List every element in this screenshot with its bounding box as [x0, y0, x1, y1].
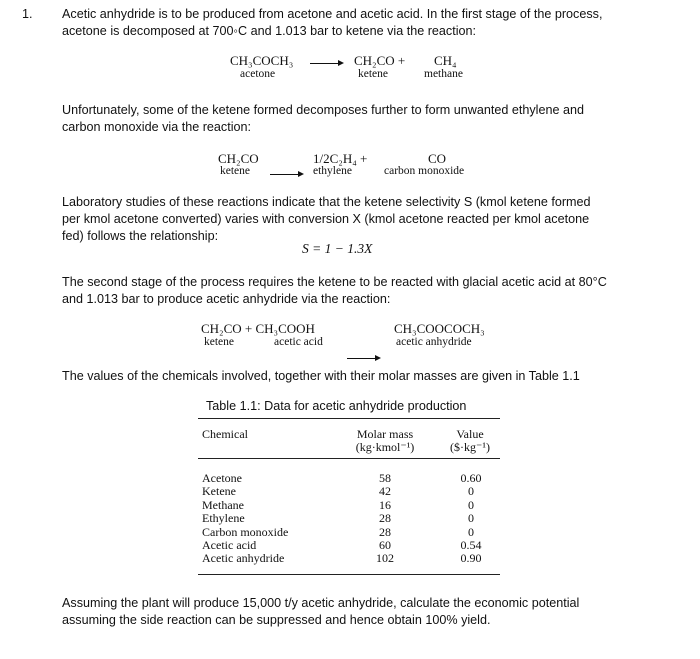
final-line-1: Assuming the plant will produce 15,000 t/y acetic anhydride, calculate the economic potential — [62, 596, 580, 610]
reaction3-product-name: acetic anhydride — [396, 336, 472, 348]
reaction2-product2: CO — [428, 151, 447, 166]
cell-value: 0.54 — [460, 538, 482, 553]
intro-paragraph — [62, 6, 692, 40]
paragraph-4 — [62, 274, 692, 308]
selectivity-equation: S = 1 − 1.3X — [302, 241, 373, 256]
table-bottom-rule — [198, 574, 500, 575]
cell-value: 0.60 — [460, 471, 482, 485]
cell-value: 0 — [468, 497, 474, 512]
reaction1-reactant: CH₃COCH₃ — [230, 53, 294, 68]
cell-chemical: Acetic anhydride — [202, 551, 285, 566]
intro-line-1: Acetic anhydride is to be produced from acetone and acetic acid. In the first stage of the process, — [62, 7, 603, 21]
cell-value: 0 — [468, 484, 474, 499]
header-molar-mass-unit: (kg·kmol⁻¹) — [355, 440, 415, 454]
paragraph-2 — [62, 102, 692, 136]
table-row — [202, 552, 502, 565]
table-header-rule — [198, 458, 500, 459]
table-top-rule — [198, 418, 500, 419]
reaction1-product2: CH₄ — [434, 53, 457, 68]
reaction-arrow — [310, 59, 344, 69]
reaction2-reactant: CH₂CO — [218, 151, 259, 166]
reaction3-product: CH₃COOCOCH₃ — [394, 321, 485, 336]
question-number: 1. — [22, 7, 33, 21]
header-value-unit: ($·kg⁻¹) — [450, 440, 490, 454]
para2-line-1: Unfortunately, some of the ketene formed decomposes further to form unwanted ethylene and — [62, 103, 585, 117]
header-chemical: Chemical — [202, 427, 248, 441]
cell-chemical: Acetic acid — [202, 538, 257, 553]
data-table — [202, 472, 502, 566]
table-row — [202, 499, 502, 512]
cell-chemical: Ethylene — [202, 511, 245, 526]
header-value: Value — [456, 427, 484, 441]
reaction2-product1: 1/2C₂H₄ + — [313, 151, 368, 166]
reaction2-product2-name: carbon monoxide — [384, 165, 465, 177]
para3-line-3: fed) follows the relationship: — [62, 229, 219, 243]
paragraph-5: The values of the chemicals involved, together with their molar masses are given in Table 1.1 — [62, 369, 580, 383]
cell-molar-mass: 28 — [379, 511, 391, 526]
cell-value: 0 — [468, 524, 474, 539]
table-row — [202, 472, 502, 485]
table-body — [202, 472, 502, 566]
final-line-2: assuming the side reaction can be suppressed and hence obtain 100% yield. — [62, 613, 491, 627]
table-row — [202, 526, 502, 539]
final-question — [62, 595, 692, 629]
para4-line-1: The second stage of the process requires the ketene to be reacted with glacial acetic acid at 80°C — [62, 275, 607, 289]
paragraph-3 — [62, 194, 692, 245]
para3-line-1: Laboratory studies of these reactions indicate that the ketene selectivity S (kmol ketene formed — [62, 195, 591, 209]
para3-line-2: per kmol acetone converted) varies with conversion X (kmol acetone reacted per kmol acetone — [62, 212, 590, 226]
cell-molar-mass: 28 — [379, 524, 391, 539]
table-row — [202, 539, 502, 552]
reaction3-reactant1-name: ketene — [204, 336, 235, 348]
reaction3-reactants: CH₂CO + CH₃COOH — [201, 321, 315, 336]
cell-molar-mass: 60 — [379, 538, 391, 553]
reaction2-product1-name: ethylene — [313, 165, 352, 177]
cell-molar-mass: 16 — [379, 497, 391, 512]
cell-molar-mass: 58 — [379, 471, 391, 485]
cell-chemical: Carbon monoxide — [202, 524, 289, 539]
reaction-arrow — [347, 354, 381, 364]
para2-line-2: carbon monoxide via the reaction: — [62, 120, 252, 134]
cell-value: 0.90 — [460, 551, 482, 566]
cell-molar-mass: 102 — [376, 551, 394, 566]
cell-chemical: Methane — [202, 497, 244, 512]
reaction2-reactant-name: ketene — [220, 165, 251, 177]
reaction1-product1: CH₂CO + — [354, 53, 406, 68]
reaction-arrow — [270, 170, 304, 180]
table-row — [202, 512, 502, 525]
intro-line-2: acetone is decomposed at 700◦C and 1.013 bar to ketene via the reaction: — [62, 24, 477, 38]
para4-line-2: and 1.013 bar to produce acetic anhydride via the reaction: — [62, 292, 391, 306]
table-row — [202, 485, 502, 498]
table-caption: Table 1.1: Data for acetic anhydride production — [206, 399, 467, 413]
reaction1-reactant-name: acetone — [240, 68, 276, 80]
reaction1-product2-name: methane — [424, 68, 463, 80]
reaction3-reactant2-name: acetic acid — [274, 336, 323, 348]
header-molar-mass: Molar mass — [356, 427, 414, 441]
reaction1-product1-name: ketene — [358, 68, 389, 80]
cell-chemical: Acetone — [202, 471, 242, 485]
cell-molar-mass: 42 — [379, 484, 391, 499]
cell-value: 0 — [468, 511, 474, 526]
cell-chemical: Ketene — [202, 484, 236, 499]
